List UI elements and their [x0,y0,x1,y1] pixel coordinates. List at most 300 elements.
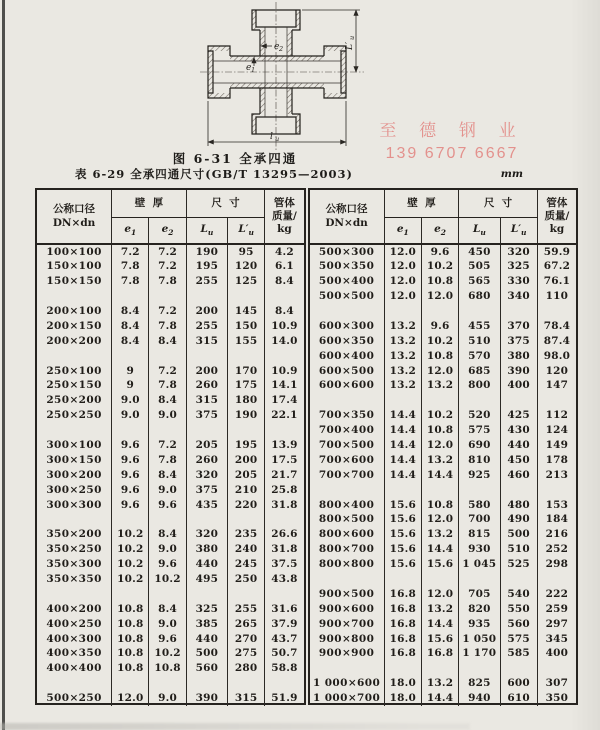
empty-cell [37,676,112,691]
cell-lu: 820 [459,601,500,616]
cell-lpu: 255 [228,601,265,616]
cell-dn: 500×350 [318,260,375,273]
empty-cell [37,586,112,601]
figure-caption: 图 6-31 全承四通 [172,151,298,166]
cell-mass: 178 [537,452,576,467]
cell-e2: 14.4 [421,542,458,557]
cell-e1: 10.8 [112,661,149,676]
cell-lpu: 330 [500,274,537,289]
empty-cell [459,393,500,408]
cell-mass: 184 [537,512,576,527]
cell-mass: 259 [537,601,576,616]
cell-e2: 9.0 [149,482,186,497]
cell-lu: 325 [186,601,227,616]
cell-mass: 345 [537,631,576,646]
cell-e2: 9.6 [149,557,186,572]
cell-e1: 9.6 [112,482,149,497]
cell-lpu: 400 [500,378,537,393]
cell-e1: 10.8 [112,631,149,646]
cell-lpu: 200 [228,452,265,467]
empty-cell [149,586,186,601]
col-header-wall: 壁厚 [384,190,459,218]
empty-cell [384,572,421,587]
cell-lpu: 265 [228,616,265,631]
cell-e1: 18.0 [384,676,421,691]
empty-cell [310,572,385,587]
cell-lpu: 190 [228,408,265,423]
cell-e2: 14.4 [421,467,458,482]
cell-e2: 10.8 [421,348,458,363]
cell-dn: 900×900 [318,647,375,660]
empty-cell [265,423,304,438]
table-row [37,318,304,333]
empty-cell [228,423,265,438]
cell-lpu: 210 [228,482,265,497]
cell-e1: 14.4 [384,452,421,467]
empty-cell [37,289,112,304]
cell-mass: 13.9 [265,438,304,453]
cell-e2: 15.6 [421,631,458,646]
cell-e1: 10.2 [112,527,149,542]
empty-cell [384,661,421,676]
cell-lpu: 320 [500,244,537,259]
dn-header-line2: DN×dn [52,216,96,229]
cell-e1: 13.2 [384,318,421,333]
cell-dn: 600×600 [318,379,375,392]
cell-e1: 9.6 [112,438,149,453]
wall-label-e1-sub: 1 [251,66,256,74]
empty-cell [537,482,576,497]
cell-mass: 350 [537,691,576,706]
empty-cell [500,304,537,319]
empty-cell [112,348,149,363]
cell-e2: 13.2 [421,452,458,467]
cell-dn: 400×400 [46,662,102,675]
cell-dn: 200×200 [46,334,102,347]
cell-lpu: 150 [228,318,265,333]
dn-header-line1: 公称口径 [325,203,368,216]
cell-lpu: 460 [500,467,537,482]
table-row [37,601,304,616]
cell-dn: 300×150 [46,453,102,466]
cell-lpu: 120 [228,259,265,274]
empty-cell [186,348,227,363]
table-row [310,423,577,438]
cell-mass: 8.4 [265,304,304,319]
cell-e2: 10.2 [421,333,458,348]
cell-dn: 200×150 [46,319,102,332]
cell-lpu: 275 [228,646,265,661]
cell-mass: 43.8 [265,572,304,587]
cell-lu: 255 [186,318,227,333]
cell-lpu: 500 [500,527,537,542]
table-row [37,363,304,378]
cell-mass: 120 [537,363,576,378]
cell-mass: 298 [537,557,576,572]
table-row [37,691,304,706]
cell-e2: 10.2 [421,408,458,423]
cell-lu: 810 [459,452,500,467]
cell-lu: 580 [459,497,500,512]
empty-cell [500,661,537,676]
cell-e1: 12.0 [384,289,421,304]
spacer-row [310,661,577,676]
dn-header-line2: DN×dn [325,216,368,229]
cell-mass: 98.0 [537,348,576,363]
cell-lu: 1 170 [459,646,500,661]
table-row [37,497,304,512]
cell-dn: 250×100 [46,364,102,377]
cell-dn: 350×350 [46,573,102,586]
cell-lu: 1 050 [459,631,500,646]
cell-lu: 570 [459,348,500,363]
spacer-row [310,572,577,587]
table-row [37,244,304,259]
cell-e1: 16.8 [384,601,421,616]
cell-lpu: 175 [228,378,265,393]
col-header-e2: $e_2$ [421,218,458,245]
cell-lpu: 220 [228,497,265,512]
cell-dn: 400×350 [46,647,102,660]
cell-mass: 31.6 [265,601,304,616]
empty-cell [421,661,458,676]
empty-cell [500,572,537,587]
cell-lu: 260 [186,452,227,467]
cell-lpu: 145 [228,304,265,319]
cell-lpu: 270 [228,631,265,646]
cell-lu: 375 [186,482,227,497]
cell-dn: 900×500 [318,587,375,600]
table-right-body [310,244,577,706]
table-row [37,438,304,453]
cell-lu: 560 [186,661,227,676]
cell-lpu: 540 [500,586,537,601]
table-left-body [37,244,304,706]
cell-mass: 6.1 [265,259,304,274]
cross-fitting-diagram [196,2,368,152]
cell-lu: 455 [459,318,500,333]
cell-mass: 149 [537,438,576,453]
cell-lu: 195 [186,259,227,274]
cell-e2: 7.8 [149,452,186,467]
cell-lpu: 600 [500,676,537,691]
cell-mass: 252 [537,542,576,557]
cell-lu: 320 [186,527,227,542]
empty-cell [112,289,149,304]
col-header-e1: $e_1$ [112,218,149,245]
table-caption: 表 6-29 全承四通尺寸(GB/T 13295—2003) [75,167,353,181]
cell-lu: 940 [459,691,500,706]
table-row [310,497,577,512]
cell-e1: 7.2 [112,244,149,259]
empty-cell [421,572,458,587]
dn-header-line1: 公称口径 [53,203,96,216]
cell-e1: 9.6 [112,467,149,482]
cell-lu: 800 [459,378,500,393]
cell-lu: 690 [459,438,500,453]
empty-cell [537,304,576,319]
table-row [37,527,304,542]
cell-e2: 15.6 [421,557,458,572]
cell-mass: 222 [537,586,576,601]
empty-cell [310,393,385,408]
cell-dn: 350×300 [46,558,102,571]
cell-mass: 25.8 [265,482,304,497]
cell-mass: 8.4 [265,274,304,289]
cell-e2: 9.0 [149,542,186,557]
empty-cell [384,482,421,497]
cell-dn: 800×600 [318,528,375,541]
cell-e2: 7.2 [149,244,186,259]
cell-dn: 700×400 [318,424,375,437]
table-row [310,244,577,259]
cell-mass: 31.8 [265,497,304,512]
spacer-row [310,482,577,497]
wall-label-e1: e [246,63,252,73]
table-left-half [35,188,306,705]
cell-dn: 500×400 [318,275,375,288]
table-caption-row [35,166,578,184]
cell-lpu: 430 [500,423,537,438]
cell-mass: 307 [537,676,576,691]
cell-lpu: 245 [228,557,265,572]
cell-lpu: 490 [500,512,537,527]
cell-lpu: 205 [228,467,265,482]
mass-header-line1: 管体 [546,196,568,209]
watermark-company: 至 德 钢 业 [379,121,525,140]
cell-mass: 213 [537,467,576,482]
cell-e1: 16.8 [384,631,421,646]
cell-dn: 250×250 [46,409,102,422]
cell-dn: 400×300 [46,632,102,645]
center-axes [200,2,364,152]
table-row [310,631,577,646]
table-row [310,467,577,482]
cell-e2: 9.0 [149,691,186,706]
cell-e2: 13.2 [421,601,458,616]
empty-cell [112,423,149,438]
empty-cell [537,393,576,408]
cell-e1: 18.0 [384,691,421,706]
cell-lu: 375 [186,408,227,423]
cell-e2: 10.2 [149,572,186,587]
table-row [37,304,304,319]
cell-lpu: 525 [500,557,537,572]
cell-e1: 13.2 [384,378,421,393]
cell-mass: 216 [537,527,576,542]
cell-mass: 21.7 [265,467,304,482]
cell-lpu: 450 [500,452,537,467]
cell-e2: 14.4 [421,616,458,631]
cell-e1: 9.6 [112,452,149,467]
cell-dn: 400×200 [46,602,102,615]
empty-cell [265,586,304,601]
cell-mass: 17.5 [265,452,304,467]
cell-e1: 15.6 [384,512,421,527]
cell-e1: 16.8 [384,586,421,601]
unit-label: mm [500,168,523,180]
cell-lu: 1 045 [459,557,500,572]
empty-cell [186,512,227,527]
cell-mass: 37.5 [265,557,304,572]
table-row [310,363,577,378]
cell-lu: 575 [459,423,500,438]
empty-cell [186,423,227,438]
cell-lpu: 480 [500,497,537,512]
cell-dn: 500×500 [318,290,375,303]
empty-cell [459,482,500,497]
cell-lu: 390 [186,691,227,706]
table-right-header [310,190,577,244]
mass-header-line1: 管体 [273,196,295,209]
empty-cell [228,512,265,527]
cell-dn: 100×100 [46,245,102,258]
empty-cell [37,512,112,527]
cell-dn: 350×200 [46,528,102,541]
cell-dn: 800×800 [318,558,375,571]
table-row [37,393,304,408]
cell-e2: 8.4 [149,467,186,482]
cell-lu: 930 [459,542,500,557]
table-row [37,661,304,676]
cell-e2: 7.8 [149,274,186,289]
table-row [310,557,577,572]
cell-lpu: 315 [228,691,265,706]
cell-lpu: 510 [500,542,537,557]
table-row [37,259,304,274]
cell-e1: 16.8 [384,616,421,631]
empty-cell [384,304,421,319]
cell-e1: 14.4 [384,438,421,453]
table-row [310,646,577,661]
cell-e1: 16.8 [384,646,421,661]
dim-label-lpu-sub: u [348,35,356,40]
cell-e2: 7.8 [149,318,186,333]
cell-lu: 450 [459,244,500,259]
cell-e2: 7.2 [149,304,186,319]
cell-dn: 500×250 [46,692,102,705]
col-header-dims: 尺寸 [459,190,538,218]
table-row [310,348,577,363]
cell-e2: 13.2 [421,527,458,542]
cell-e1: 15.6 [384,527,421,542]
table-row [310,601,577,616]
mass-header-line3: kg [277,223,292,236]
empty-cell [37,348,112,363]
empty-cell [149,512,186,527]
table-row [37,542,304,557]
cell-lpu: 250 [228,572,265,587]
cell-mass: 76.1 [537,274,576,289]
watermark [372,120,532,165]
spacer-row [37,423,304,438]
empty-cell [384,393,421,408]
empty-cell [537,572,576,587]
cell-lu: 440 [186,631,227,646]
spacer-row [37,512,304,527]
cell-mass: 37.9 [265,616,304,631]
cell-e2: 12.0 [421,586,458,601]
cell-lu: 510 [459,333,500,348]
cell-mass: 10.9 [265,363,304,378]
cell-dn: 700×700 [318,468,375,481]
dim-label-lu: l [270,132,273,142]
cell-lpu: 370 [500,318,537,333]
cell-mass: 78.4 [537,318,576,333]
cell-lpu: 425 [500,408,537,423]
spacer-row [310,393,577,408]
empty-cell [149,423,186,438]
cell-e2: 13.2 [421,378,458,393]
empty-cell [537,661,576,676]
cell-e1: 9.6 [112,497,149,512]
cell-lpu: 585 [500,646,537,661]
empty-cell [310,304,385,319]
cell-lu: 705 [459,586,500,601]
cell-e1: 15.6 [384,557,421,572]
cell-dn: 800×500 [318,513,375,526]
cell-lpu: 280 [228,661,265,676]
cell-lpu: 180 [228,393,265,408]
cell-e1: 12.0 [112,691,149,706]
cell-e1: 12.0 [384,244,421,259]
empty-cell [310,482,385,497]
cross-fitting-drawing [196,2,368,152]
col-header-e2: $e_2$ [149,218,186,245]
empty-cell [500,393,537,408]
empty-cell [228,348,265,363]
table-row [37,631,304,646]
table-left-header [37,190,304,244]
table-row [37,274,304,289]
cell-lu: 500 [186,646,227,661]
cell-lpu: 95 [228,244,265,259]
cell-lu: 505 [459,259,500,274]
dim-label-lpu: L′ [345,41,355,50]
scan-edge-line [2,0,5,730]
spacer-row [37,289,304,304]
table-row [310,527,577,542]
table-row [310,378,577,393]
cell-mass: 112 [537,408,576,423]
cell-lu: 435 [186,497,227,512]
cell-mass: 10.9 [265,318,304,333]
cell-lpu: 550 [500,601,537,616]
table-row [37,452,304,467]
mass-header-line3: kg [549,223,565,236]
cell-mass: 153 [537,497,576,512]
empty-cell [310,661,385,676]
cell-mass: 67.2 [537,259,576,274]
cell-lu: 200 [186,304,227,319]
table-right [310,190,577,706]
cell-e1: 8.4 [112,333,149,348]
cell-e2: 10.8 [149,661,186,676]
cell-mass: 4.2 [265,244,304,259]
cell-e1: 14.4 [384,467,421,482]
cell-e2: 8.4 [149,393,186,408]
table-row [310,259,577,274]
cell-dn: 900×600 [318,602,375,615]
table-row [37,378,304,393]
empty-cell [228,676,265,691]
cell-lu: 935 [459,616,500,631]
empty-cell [112,676,149,691]
cell-dn: 700×600 [318,453,375,466]
cell-e1: 15.6 [384,497,421,512]
cell-mass: 22.1 [265,408,304,423]
empty-cell [186,586,227,601]
